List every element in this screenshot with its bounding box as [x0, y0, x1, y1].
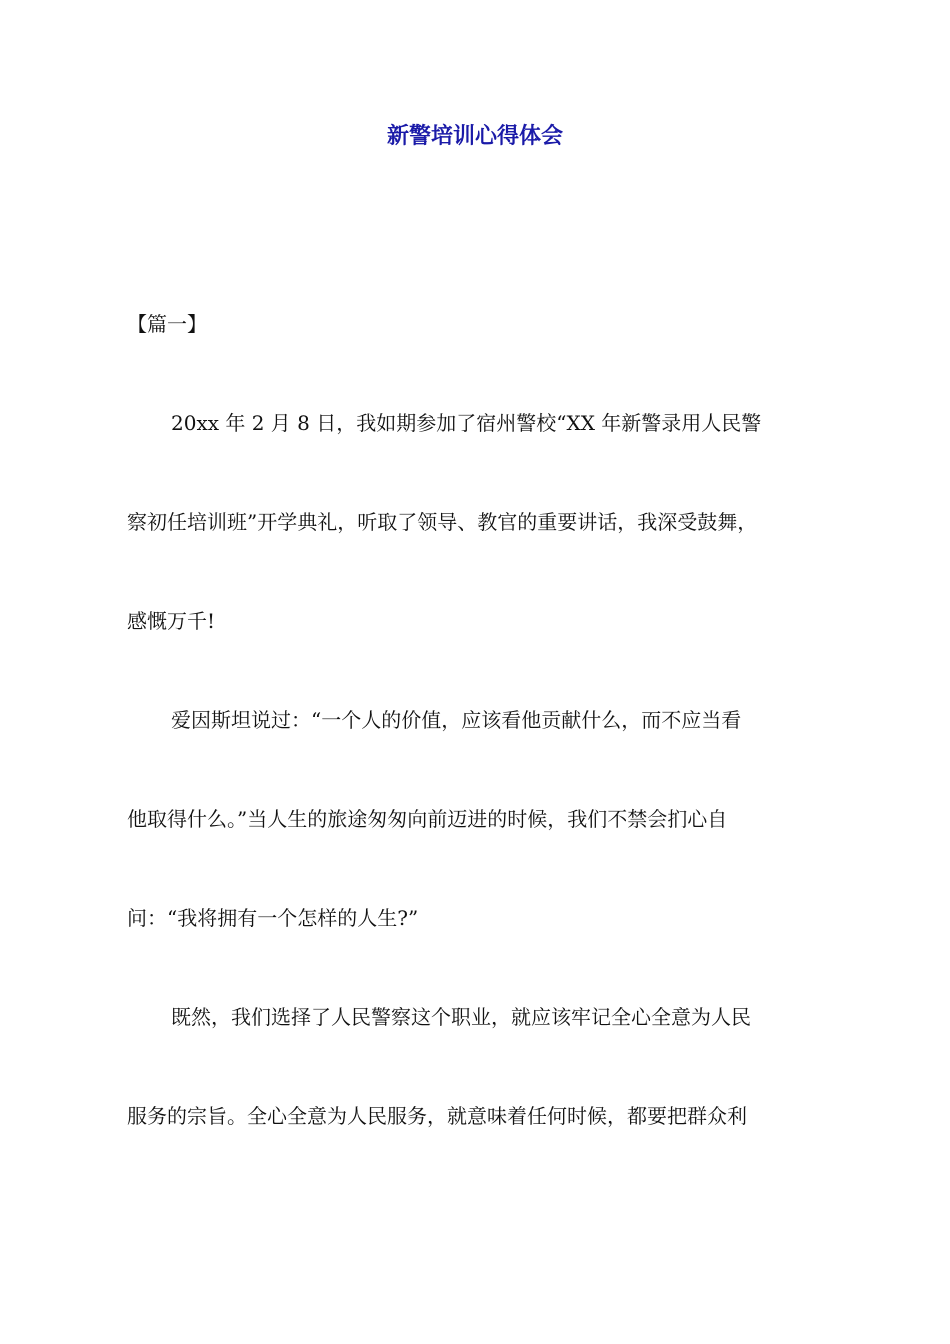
paragraph-2-line-1: 爱因斯坦说过：“一个人的价值，应该看他贡献什么，而不应当看 [171, 708, 742, 732]
paragraph-3-line-1: 既然，我们选择了人民警察这个职业，就应该牢记全心全意为人民 [171, 1005, 751, 1029]
section-label: 【篇一】 [127, 312, 207, 336]
paragraph-1-line-2: 察初任培训班”开学典礼，听取了领导、教官的重要讲话，我深受鼓舞， [127, 510, 758, 534]
paragraph-2-line-3: 问：“我将拥有一个怎样的人生?” [127, 906, 419, 930]
document-title: 新警培训心得体会 [386, 124, 563, 149]
paragraph-1-line-1: 20xx 年 2 月 8 日，我如期参加了宿州警校“XX 年新警录用人民警 [171, 411, 762, 435]
paragraph-2-line-2: 他取得什么。”当人生的旅途匆匆向前迈进的时候，我们不禁会扪心自 [127, 807, 728, 831]
paragraph-3-line-2: 服务的宗旨。全心全意为人民服务，就意味着任何时候，都要把群众利 [127, 1104, 747, 1128]
paragraph-1-line-3: 感慨万千! [127, 609, 216, 633]
